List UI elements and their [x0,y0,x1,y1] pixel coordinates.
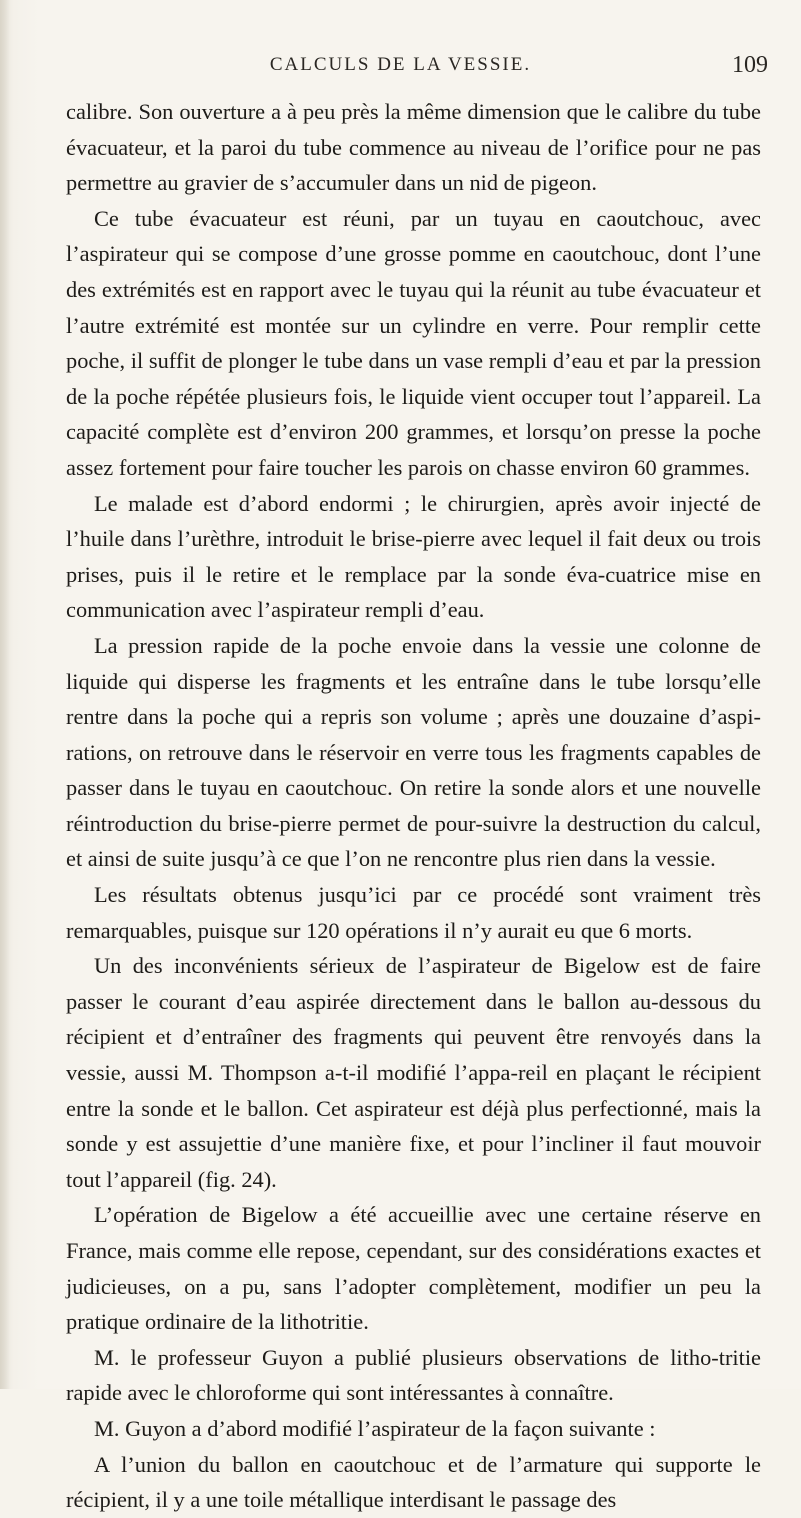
page-header [0,54,801,94]
running-title: CALCULS DE LA VESSIE. [269,54,532,75]
page-number: 109 [732,52,768,78]
binding-gutter-shadow [0,0,10,1389]
paragraph: calibre. Son ouverture a à peu près la même dimension que le calibre du tube évacuateur, et la paroi du tube commence au niveau de l’orifice pour ne pas permettre au gravier de s’accumuler dans un nid de pigeon. [66,99,761,196]
paragraph: La pression rapide de la poche envoie dans la vessie une colonne de liquide qui disperse les fragments et les entraîne dans le tube lorsqu’elle rentre dans la poche qui a repris son volume ; après une douzaine d’aspi-rations, on retrouve dans le réservoir en verre tous les fragments capables de passer dans le tuyau en caoutchouc. On retire la sonde alors et une nouvelle réintroduction du brise-pierre permet de pour-suivre la destruction du calcul, et ainsi de suite jusqu’à ce que l’on ne rencontre plus rien dans la vessie. [66,632,761,872]
paragraph: M. Guyon a d’abord modifié l’aspirateur de la façon suivante : [94,1415,656,1441]
paragraph: Les résultats obtenus jusqu’ici par ce procédé sont vraiment très remarquables, puisque sur 120 opérations il n’y aurait eu que 6 morts. [66,882,761,943]
paragraph: M. le professeur Guyon a publié plusieurs observations de litho-tritie rapide avec le chloroforme qui sont intéressantes à connaître. [66,1344,761,1406]
paragraph: Le malade est d’abord endormi ; le chirurgien, après avoir injecté de l’huile dans l’urèthre, introduit le brise-pierre avec lequel il fait deux ou trois prises, puis il le retire et le remplace par la sonde éva-cuatrice mise en communication avec l’aspirateur rempli d’eau. [66,490,761,623]
paragraph: L’opération de Bigelow a été accueillie avec une certaine réserve en France, mais comme elle repose, cependant, sur des considérations exactes et judicieuses, on a pu, sans l’adopter complètement, modifier un peu la pratique ordinaire de la lithotritie. [66,1202,761,1335]
paragraph: Ce tube évacuateur est réuni, par un tuyau en caoutchouc, avec l’aspirateur qui se compose d’une grosse pomme en caoutchouc, dont l’une des extrémités est en rapport avec le tuyau qui la réunit au tube évacuateur et l’autre extrémité est montée sur un cylindre en verre. Pour remplir cette poche, il suffit de plonger le tube dans un vase rempli d’eau et par la pression de la poche répétée plusieurs fois, le liquide vient occuper tout l’appareil. La capacité complète est d’environ 200 grammes, et lorsqu’on presse la poche assez fortement pour faire toucher les parois on chasse environ 60 grammes. [66,205,761,480]
paragraph: Un des inconvénients sérieux de l’aspirateur de Bigelow est de faire passer le courant d’eau aspirée directement dans le ballon au-dessous du récipient et d’entraîner des fragments qui peuvent être renvoyés dans la vessie, aussi M. Thompson a-t-il modifié l’appa-reil en plaçant le récipient entre la sonde et le ballon. Cet aspirateur est déjà plus perfectionné, mais la sonde y est assujettie d’une manière fixe, et pour l’incliner il faut mouvoir tout l’appareil (fig. 24). [66,953,761,1192]
body-text [66,94,761,1518]
paragraph: A l’union du ballon en caoutchouc et de l’armature qui supporte le récipient, il y a une toile métallique interdisant le passage des [66,1451,761,1513]
